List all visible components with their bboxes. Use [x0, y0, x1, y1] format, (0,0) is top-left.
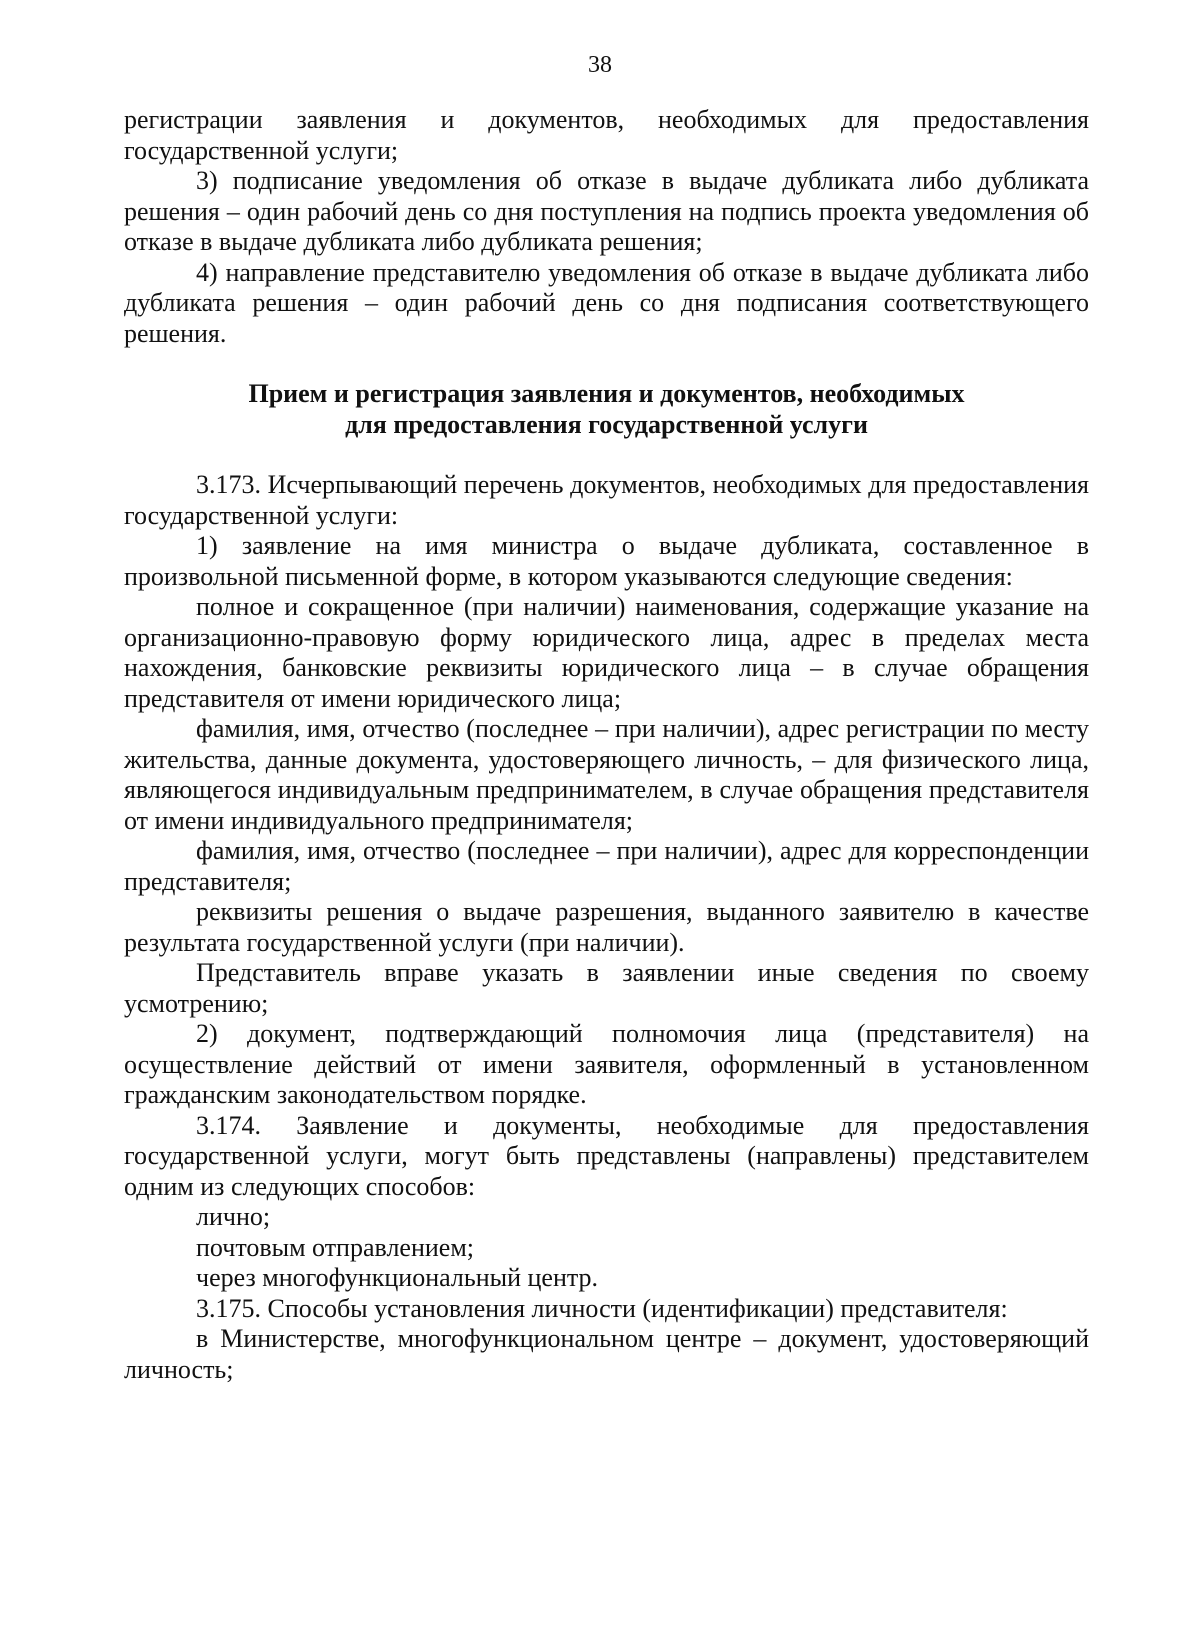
section-heading: [124, 379, 1089, 440]
paragraph-legal-entity: полное и сокращенное (при наличии) наименования, содержащие указание на организационно-правовую форму юридического лица, адрес в пределах места нахождения, банковские реквизиты юридического лица – в случае обращения представителя от имени юридического лица;: [124, 592, 1089, 713]
paragraph-other-info: Представитель вправе указать в заявлении иные сведения по своему усмотрению;: [124, 958, 1089, 1018]
paragraph-authority-document: 2) документ, подтверждающий полномочия лица (представителя) на осуществление действий от имени заявителя, оформленный в установленном гражданским законодательством порядке.: [124, 1019, 1089, 1109]
list-item-in-person: лично;: [196, 1202, 271, 1231]
paragraph-3-174: 3.174. Заявление и документы, необходимые для предоставления государственной услуги, могут быть представлены (направлены) представителем одним из следующих способов:: [124, 1110, 1089, 1201]
list-item-by-mail: почтовым отправлением;: [196, 1232, 475, 1262]
paragraph-item-3: 3) подписание уведомления об отказе в выдаче дубликата либо дубликата решения – один рабочий день со дня поступления на подпись проекта уведомления об отказе в выдаче дубликата либо дубликата решения;: [124, 166, 1089, 256]
section-heading-line-1: Прием и регистрация заявления и документов, необходимых: [248, 379, 965, 408]
paragraph-continuation: регистрации заявления и документов, необходимых для предоставления государственной услуги;: [124, 105, 1089, 165]
paragraph-representative-address: фамилия, имя, отчество (последнее – при наличии), адрес для корреспонденции представителя;: [124, 836, 1089, 896]
paragraph-decision-details: реквизиты решения о выдаче разрешения, выданного заявителю в качестве результата государственной услуги (при наличии).: [124, 897, 1089, 957]
document-body: [124, 105, 1089, 1385]
list-item-mfc: через многофункциональный центр.: [196, 1263, 599, 1292]
paragraph-3-175: 3.175. Способы установления личности (идентификации) представителя:: [196, 1293, 1008, 1323]
paragraph-identity-document: в Министерстве, многофункциональном центре – документ, удостоверяющий личность;: [124, 1324, 1089, 1384]
page-number: 38: [588, 52, 612, 78]
paragraph-3-173: 3.173. Исчерпывающий перечень документов, необходимых для предоставления государственной услуги:: [124, 470, 1089, 530]
section-heading-line-2: для предоставления государственной услуги: [345, 409, 868, 439]
paragraph-individual-entrepreneur: фамилия, имя, отчество (последнее – при наличии), адрес регистрации по месту жительства, данные документа, удостоверяющего личность, – для физического лица, являющегося индивидуальным предпринимателем, в случае обращения представителя от имени индивидуального предпринимателя;: [124, 714, 1089, 835]
paragraph-application: 1) заявление на имя министра о выдаче дубликата, составленное в произвольной письменной форме, в котором указываются следующие сведения:: [124, 531, 1089, 591]
paragraph-item-4: 4) направление представителю уведомления об отказе в выдаче дубликата либо дубликата решения – один рабочий день со дня подписания соответствующего решения.: [124, 257, 1089, 348]
